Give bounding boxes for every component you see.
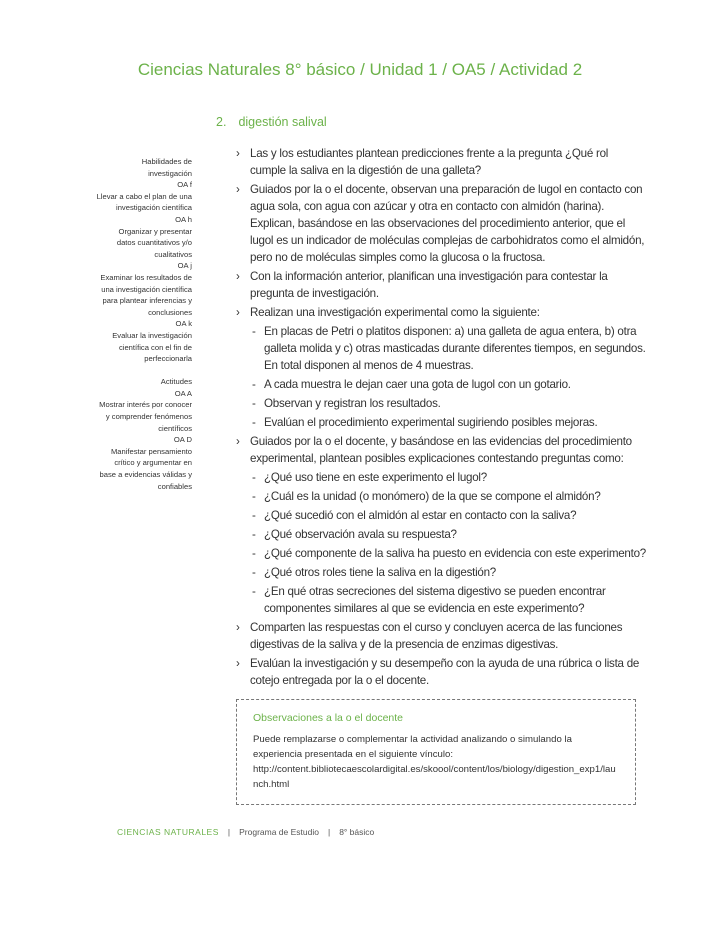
- footer: [117, 827, 646, 837]
- list-item: [236, 268, 646, 302]
- sidebar-line: científicos: [158, 423, 192, 433]
- section-number: 2.: [216, 115, 227, 129]
- chevron-bullet-icon: ›: [236, 147, 240, 160]
- sub-item-text: ¿Qué componente de la saliva ha puesto en evidencia con este experimento?: [264, 547, 646, 560]
- sub-list-item: [236, 395, 646, 412]
- sidebar-line: Examinar los resultados de: [100, 272, 192, 282]
- sidebar-line: Mostrar interés por conocer: [99, 400, 192, 410]
- sidebar-line: OA D: [173, 435, 192, 445]
- sub-list-item: [236, 526, 646, 543]
- footer-grade: 8° básico: [339, 827, 375, 837]
- dash-bullet-icon: -: [252, 325, 256, 338]
- sub-list-item: [236, 323, 646, 374]
- sidebar-line: conclusiones: [148, 307, 192, 317]
- sidebar-gap: [80, 365, 192, 377]
- chevron-bullet-icon: ›: [236, 435, 240, 448]
- dash-bullet-icon: -: [252, 490, 256, 503]
- sub-item-text: Evalúan el procedimiento experimental sugiriendo posibles mejoras.: [264, 416, 598, 429]
- chevron-bullet-icon: ›: [236, 183, 240, 196]
- section-title: digestión salival: [238, 115, 327, 129]
- sidebar-line: datos cuantitativos y/o: [116, 238, 192, 248]
- sidebar-line: Actitudes: [160, 377, 192, 387]
- item-text: Evalúan la investigación y su desempeño con la ayuda de una rúbrica o lista de cotejo entregada por la o el docente.: [250, 657, 640, 687]
- list-item: [236, 181, 646, 266]
- item-text: Con la información anterior, planifican una investigación para contestar la pregunta de investigación.: [250, 270, 608, 300]
- footer-program: Programa de Estudio: [239, 827, 319, 837]
- item-text: Las y los estudiantes plantean predicciones frente a la pregunta ¿Qué rol cumple la saliva en la digestión de una galleta?: [250, 147, 609, 177]
- sub-list-item: [236, 545, 646, 562]
- sidebar-line: OA j: [177, 261, 192, 271]
- chevron-bullet-icon: ›: [236, 621, 240, 634]
- sub-list-item: [236, 469, 646, 486]
- sub-list-item: [236, 414, 646, 431]
- chevron-bullet-icon: ›: [236, 657, 240, 670]
- sidebar-line: crítico y argumentar en: [114, 458, 192, 468]
- footer-brand: CIENCIAS NATURALES: [117, 827, 219, 837]
- dash-bullet-icon: -: [252, 566, 256, 579]
- sidebar-line: Organizar y presentar: [118, 226, 192, 236]
- sidebar-line: cualitativos: [154, 249, 192, 259]
- sub-list-item: [236, 376, 646, 393]
- observations-text: Puede remplazarse o complementar la actividad analizando o simulando la experiencia presentada en el siguiente vínculo: http://content.bibliotecaescolardigital.es/skoool/content/los/biology/digestion_exp1/launch.html: [253, 734, 616, 790]
- sidebar-line: OA k: [175, 319, 192, 329]
- sub-item-text: ¿Qué uso tiene en este experimento el lugol?: [264, 471, 487, 484]
- sidebar-line: Llevar a cabo el plan de una: [96, 191, 192, 201]
- dash-bullet-icon: -: [252, 547, 256, 560]
- list-item: [236, 304, 646, 321]
- dash-bullet-icon: -: [252, 528, 256, 541]
- sidebar-line: OA f: [177, 180, 192, 190]
- list-item: [236, 433, 646, 467]
- sub-item-text: ¿Qué otros roles tiene la saliva en la digestión?: [264, 566, 496, 579]
- item-text: Realizan una investigación experimental como la siguiente:: [250, 306, 540, 319]
- sidebar-line: base a evidencias válidas y: [99, 470, 192, 480]
- sidebar-line: para plantear inferencias y: [102, 296, 192, 306]
- sub-list-item: [236, 507, 646, 524]
- sub-list-item: [236, 583, 646, 617]
- sidebar-line: y comprender fenómenos: [105, 412, 192, 422]
- observations-title: Observaciones a la o el docente: [253, 712, 404, 724]
- dash-bullet-icon: -: [252, 471, 256, 484]
- activity-list: [236, 145, 646, 689]
- item-text: Comparten las respuestas con el curso y concluyen acerca de las funciones digestivas de la saliva y de la presencia de enzimas digestivas.: [250, 621, 623, 651]
- sub-item-text: ¿Cuál es la unidad (o monómero) de la que se compone el almidón?: [264, 490, 601, 503]
- list-item: [236, 619, 646, 653]
- chevron-bullet-icon: ›: [236, 306, 240, 319]
- item-text: Guiados por la o el docente, y basándose en las evidencias del procedimiento experimental, plantean posibles explicaciones contestando preguntas como:: [250, 435, 632, 465]
- sidebar-line: Evaluar la investigación: [112, 330, 192, 340]
- dash-bullet-icon: -: [252, 378, 256, 391]
- footer-separator: |: [327, 827, 331, 837]
- dash-bullet-icon: -: [252, 585, 256, 598]
- sidebar-line: una investigación científica: [101, 284, 192, 294]
- sub-item-text: ¿En qué otras secreciones del sistema digestivo se pueden encontrar componentes similares al que se evidencia en este experimento?: [264, 585, 606, 615]
- page-title: Ciencias Naturales 8° básico / Unidad 1 / OA5 / Actividad 2: [137, 60, 583, 79]
- chevron-bullet-icon: ›: [236, 270, 240, 283]
- sidebar-line: investigación científica: [116, 203, 192, 213]
- list-item: [236, 145, 646, 179]
- dash-bullet-icon: -: [252, 509, 256, 522]
- sub-list-item: [236, 488, 646, 505]
- dash-bullet-icon: -: [252, 397, 256, 410]
- sidebar-line: confiables: [157, 481, 192, 491]
- list-item: [236, 655, 646, 689]
- sub-item-text: ¿Qué sucedió con el almidón al estar en contacto con la saliva?: [264, 509, 577, 522]
- sub-item-text: ¿Qué observación avala su respuesta?: [264, 528, 457, 541]
- footer-separator: |: [227, 827, 231, 837]
- sub-item-text: Observan y registran los resultados.: [264, 397, 441, 410]
- sidebar-line: Habilidades de: [141, 157, 192, 166]
- item-text: Guiados por la o el docente, observan una preparación de lugol en contacto con agua sola, con agua con azúcar y otra en contacto con almidón (harina). Explican, basándose en las observaciones del procedimiento anterior, que el lugol es un indicador de moléculas complejas de carbohidratos como el almidón, pero no de moléculas simples como la glucosa o la fructosa.: [250, 183, 645, 264]
- section-heading: [216, 115, 327, 129]
- sidebar-line: Manifestar pensamiento: [110, 446, 192, 456]
- sidebar-objectives: [80, 156, 192, 492]
- dash-bullet-icon: -: [252, 416, 256, 429]
- sidebar-line: perfeccionarla: [144, 354, 192, 364]
- observations-box: [236, 699, 636, 805]
- sidebar-line: científica con el fin de: [118, 342, 192, 352]
- sidebar-line: OA h: [175, 214, 192, 224]
- sub-item-text: En placas de Petri o platitos disponen: a) una galleta de agua entera, b) otra galleta molida y c) otras masticadas durante diferentes tiempos, en segundos. En total disponen al menos de 4 muestras.: [264, 325, 646, 372]
- sidebar-line: OA A: [174, 388, 192, 398]
- sidebar-line: investigación: [148, 168, 192, 178]
- sub-item-text: A cada muestra le dejan caer una gota de lugol con un gotario.: [264, 378, 571, 391]
- sub-list-item: [236, 564, 646, 581]
